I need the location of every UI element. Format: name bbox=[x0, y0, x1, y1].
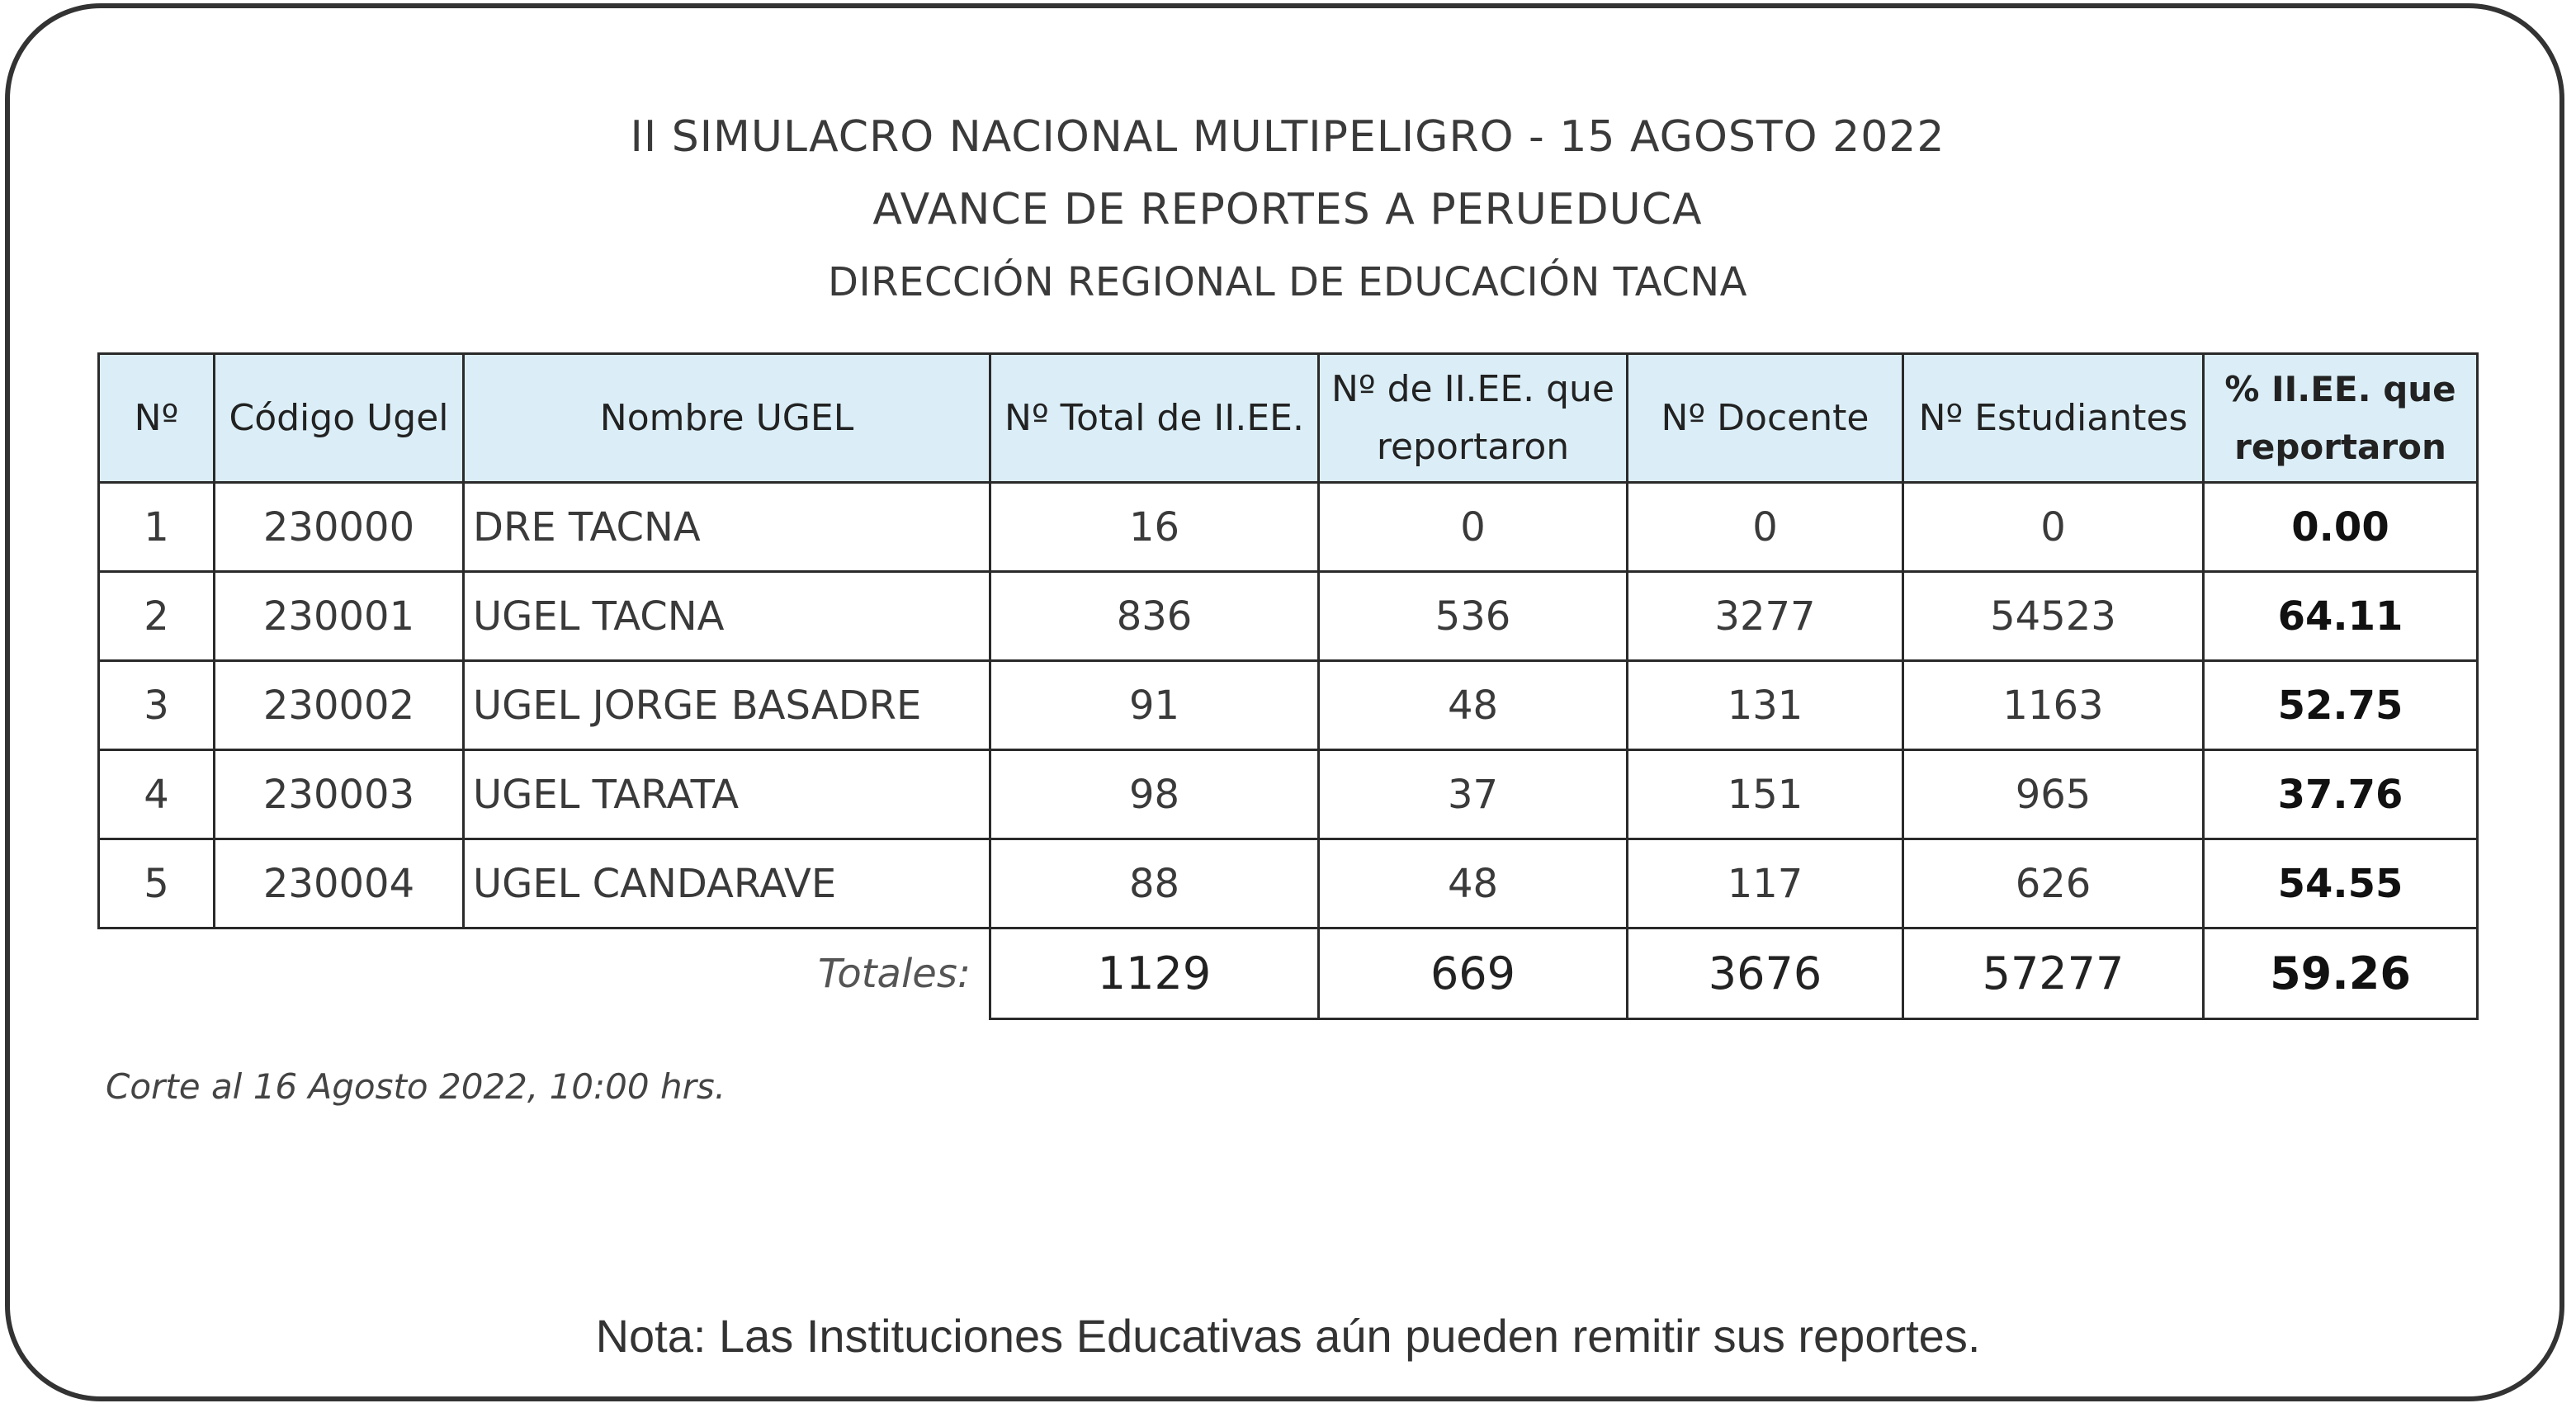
title-line-2: AVANCE DE REPORTES A PERUEDUCA bbox=[872, 185, 1703, 234]
cell-reportaron: 37 bbox=[1319, 750, 1628, 839]
col-header-nombre: Nombre UGEL bbox=[464, 354, 990, 483]
title-line-3: DIRECCIÓN REGIONAL DE EDUCACIÓN TACNA bbox=[828, 259, 1747, 305]
cell-n: 5 bbox=[99, 839, 215, 928]
cell-n: 4 bbox=[99, 750, 215, 839]
totals-reportaron: 669 bbox=[1319, 928, 1628, 1019]
cell-nombre: DRE TACNA bbox=[464, 483, 990, 572]
col-header-reportaron: Nº de II.EE. que reportaron bbox=[1319, 354, 1628, 483]
cell-nombre: UGEL TACNA bbox=[464, 572, 990, 661]
table-row bbox=[99, 750, 2478, 839]
cell-reportaron: 536 bbox=[1319, 572, 1628, 661]
cell-n: 1 bbox=[99, 483, 215, 572]
cell-total: 16 bbox=[990, 483, 1319, 572]
col-header-pct: % II.EE. que reportaron bbox=[2204, 354, 2478, 483]
col-header-codigo: Código Ugel bbox=[215, 354, 464, 483]
cell-estudiantes: 965 bbox=[1903, 750, 2204, 839]
cell-pct: 52.75 bbox=[2204, 661, 2478, 750]
cell-reportaron: 0 bbox=[1319, 483, 1628, 572]
cell-estudiantes: 54523 bbox=[1903, 572, 2204, 661]
cell-n: 3 bbox=[99, 661, 215, 750]
title-line-1: II SIMULACRO NACIONAL MULTIPELIGRO - 15 AGOSTO 2022 bbox=[630, 112, 1945, 162]
cell-total: 91 bbox=[990, 661, 1319, 750]
cell-docente: 151 bbox=[1628, 750, 1903, 839]
cell-total: 88 bbox=[990, 839, 1319, 928]
cell-total: 836 bbox=[990, 572, 1319, 661]
cell-estudiantes: 626 bbox=[1903, 839, 2204, 928]
col-header-n: Nº bbox=[99, 354, 215, 483]
cell-docente: 3277 bbox=[1628, 572, 1903, 661]
cell-estudiantes: 0 bbox=[1903, 483, 2204, 572]
totals-total: 1129 bbox=[990, 928, 1319, 1019]
cell-codigo: 230002 bbox=[215, 661, 464, 750]
table-row bbox=[99, 839, 2478, 928]
table-row bbox=[99, 572, 2478, 661]
cell-estudiantes: 1163 bbox=[1903, 661, 2204, 750]
cell-pct: 64.11 bbox=[2204, 572, 2478, 661]
cell-n: 2 bbox=[99, 572, 215, 661]
cell-pct: 54.55 bbox=[2204, 839, 2478, 928]
totals-pct: 59.26 bbox=[2204, 928, 2478, 1019]
cell-reportaron: 48 bbox=[1319, 839, 1628, 928]
totals-row bbox=[99, 928, 2478, 1019]
table-header-row bbox=[99, 354, 2478, 483]
cell-docente: 131 bbox=[1628, 661, 1903, 750]
totals-spacer bbox=[99, 928, 215, 1019]
cell-codigo: 230000 bbox=[215, 483, 464, 572]
col-header-estudiantes: Nº Estudiantes bbox=[1903, 354, 2204, 483]
cell-codigo: 230003 bbox=[215, 750, 464, 839]
cell-nombre: UGEL JORGE BASADRE bbox=[464, 661, 990, 750]
totals-label: Totales: bbox=[817, 951, 971, 998]
totals-estudiantes: 57277 bbox=[1903, 928, 2204, 1019]
cell-nombre: UGEL TARATA bbox=[464, 750, 990, 839]
col-header-total: Nº Total de II.EE. bbox=[990, 354, 1319, 483]
cell-docente: 117 bbox=[1628, 839, 1903, 928]
cell-codigo: 230001 bbox=[215, 572, 464, 661]
cell-docente: 0 bbox=[1628, 483, 1903, 572]
cell-codigo: 230004 bbox=[215, 839, 464, 928]
cell-pct: 37.76 bbox=[2204, 750, 2478, 839]
col-header-docente: Nº Docente bbox=[1628, 354, 1903, 483]
totals-spacer bbox=[215, 928, 464, 1019]
table-row bbox=[99, 483, 2478, 572]
cell-nombre: UGEL CANDARAVE bbox=[464, 839, 990, 928]
cell-pct: 0.00 bbox=[2204, 483, 2478, 572]
totals-docente: 3676 bbox=[1628, 928, 1903, 1019]
footer-note: Nota: Las Instituciones Educativas aún pueden remitir sus reportes. bbox=[595, 1310, 1981, 1362]
cutoff-note: Corte al 16 Agosto 2022, 10:00 hrs. bbox=[106, 1066, 726, 1107]
cell-total: 98 bbox=[990, 750, 1319, 839]
report-table bbox=[97, 352, 2479, 1020]
table-row bbox=[99, 661, 2478, 750]
cell-reportaron: 48 bbox=[1319, 661, 1628, 750]
